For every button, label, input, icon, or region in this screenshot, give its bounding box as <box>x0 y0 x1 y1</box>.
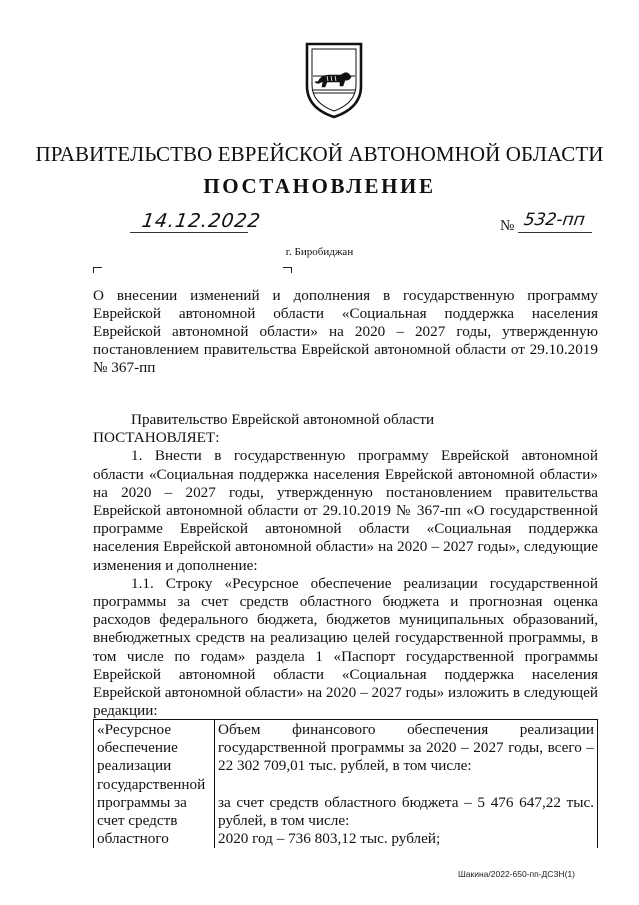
government-title: ПРАВИТЕЛЬСТВО ЕВРЕЙСКОЙ АВТОНОМНОЙ ОБЛАСТИ <box>35 142 604 166</box>
table-cell-funding <box>215 720 598 849</box>
decree-body <box>93 411 598 720</box>
footer-document-code: Шакина/2022-650-пп-ДСЗН(1) <box>458 869 576 879</box>
document-type-title: ПОСТАНОВЛЕНИЕ <box>203 174 436 198</box>
coat-of-arms-tiger-icon <box>301 40 367 120</box>
body-intro: Правительство Еврейской автономной области <box>131 411 435 428</box>
coat-of-arms-emblem <box>301 40 367 120</box>
decree-subject: О внесении изменений и дополнения в государственную программу Еврейской автономной области «Социальная поддержка населения Еврейской автономной области» на 2020 – 2027 годы, утвержденную постановлением правительства Еврейской автономной области от 29.10.2019 № 367-пп <box>93 287 598 376</box>
body-item-1: 1. Внести в государственную программу Еврейской автономной области «Социальная поддержка населения Еврейской автономной области» на 2020 – 2027 годы, утвержденную постановлением правительства Еврейской автономной области от 29.10.2019 № 367-пп «О государственной программе Еврейской автономной области «Социальная поддержка населения Еврейской автономной области» на 2020 – 2027 годы», следующие изменения и дополнение: <box>93 447 598 574</box>
number-label: № <box>500 218 515 234</box>
funding-spacer <box>218 776 594 794</box>
funding-regional: за счет средств областного бюджета – 5 476 647,22 тыс. рублей, в том числе: <box>218 793 594 829</box>
funding-2020: 2020 год – 736 803,12 тыс. рублей; <box>218 830 441 848</box>
body-resolves: ПОСТАНОВЛЯЕТ: <box>93 429 220 447</box>
subject-corner-mark-right <box>283 267 292 273</box>
table-cell-title: «Ресурсное обеспечение реализации государственной программы за счет средств областного <box>94 720 215 849</box>
document-number: 532-пп <box>522 210 587 230</box>
program-funding-table <box>93 719 598 848</box>
funding-total: Объем финансового обеспечения реализации государственной программы за 2020 – 2027 годы, всего – 22 302 709,01 тыс. рублей, в том числе: <box>218 721 594 775</box>
document-date: 14.12.2022 <box>140 210 263 232</box>
number-underline <box>518 232 592 233</box>
subject-corner-mark-left <box>93 267 102 273</box>
body-item-1-1: 1.1. Строку «Ресурсное обеспечение реализации государственной программы за счет средств областного бюджета и прогнозная оценка расходов федерального бюджета, бюджетов муниципальных образований, внебюджетных средств на реализацию целей государственной программы, в том числе по годам» раздела 1 «Паспорт государственной программы Еврейской автономной области «Социальная поддержка населения Еврейской автономной области» на 2020 – 2027 годы» изложить в следующей редакции: <box>93 574 598 720</box>
date-underline <box>130 232 248 233</box>
city-line: г. Биробиджан <box>285 246 354 258</box>
table-row <box>94 720 598 849</box>
